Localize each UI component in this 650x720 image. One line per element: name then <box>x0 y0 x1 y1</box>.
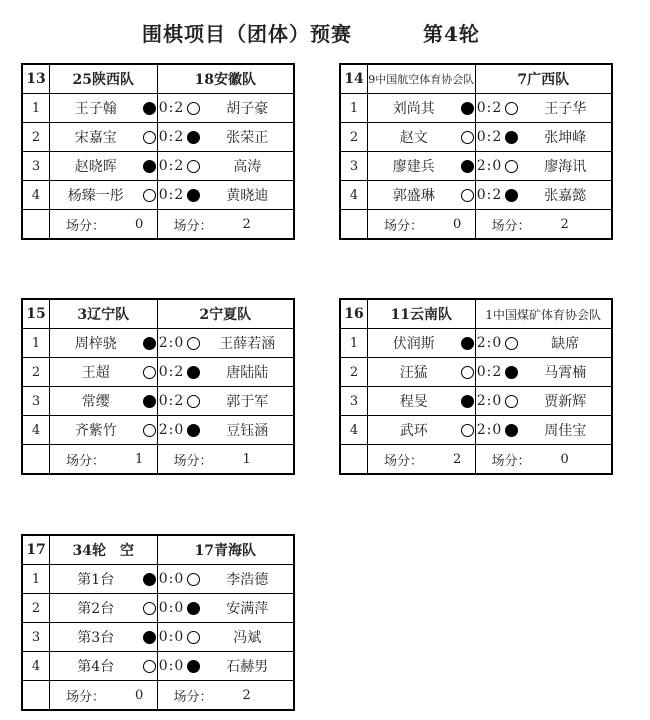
stone-b-icon <box>186 565 202 594</box>
player-b: 豆钰涵 <box>202 416 294 445</box>
white-stone-icon <box>143 660 156 673</box>
board-score: 0:2 <box>158 358 186 387</box>
match-table-13 <box>21 63 295 240</box>
white-stone-icon <box>505 337 518 350</box>
white-stone-icon <box>505 395 518 408</box>
team-a-points <box>368 445 476 474</box>
team-a-name: 3辽宁队 <box>50 300 158 329</box>
white-stone-icon <box>505 160 518 173</box>
board-score: 0:2 <box>158 94 186 123</box>
board-score: 2:0 <box>476 152 504 181</box>
match-number: 15 <box>23 300 50 329</box>
player-a: 第3台 <box>50 623 142 652</box>
player-a: 汪猛 <box>368 358 460 387</box>
player-a: 杨臻一彤 <box>50 181 142 210</box>
board-index: 2 <box>341 358 368 387</box>
white-stone-icon <box>187 395 200 408</box>
stone-a-icon <box>142 594 158 623</box>
stone-b-icon <box>504 416 520 445</box>
player-a: 武环 <box>368 416 460 445</box>
team-b-points <box>158 681 294 710</box>
black-stone-icon <box>461 102 474 115</box>
match-number: 14 <box>341 65 368 94</box>
points-value: 2 <box>453 452 462 467</box>
white-stone-icon <box>143 602 156 615</box>
team-b-points <box>158 445 294 474</box>
black-stone-icon <box>187 366 200 379</box>
points-label: 场分： <box>491 454 531 469</box>
black-stone-icon <box>505 424 518 437</box>
player-b: 安满萍 <box>202 594 294 623</box>
board-index: 1 <box>341 329 368 358</box>
board-index: 4 <box>23 416 50 445</box>
stone-a-icon <box>460 358 476 387</box>
board-index: 2 <box>23 594 50 623</box>
player-b: 缺席 <box>520 329 612 358</box>
stone-a-icon <box>142 387 158 416</box>
stone-b-icon <box>186 594 202 623</box>
player-a: 齐紫竹 <box>50 416 142 445</box>
stone-a-icon <box>460 123 476 152</box>
black-stone-icon <box>505 189 518 202</box>
team-b-points <box>158 210 294 239</box>
board-score: 0:2 <box>158 181 186 210</box>
team-b-name: 2宁夏队 <box>158 300 294 329</box>
team-b-name: 18安徽队 <box>158 65 294 94</box>
stone-b-icon <box>186 652 202 681</box>
points-label: 场分： <box>491 219 531 234</box>
black-stone-icon <box>187 189 200 202</box>
black-stone-icon <box>505 131 518 144</box>
player-a: 常缨 <box>50 387 142 416</box>
stone-b-icon <box>504 329 520 358</box>
player-b: 高涛 <box>202 152 294 181</box>
empty-cell <box>23 210 50 239</box>
board-score: 0:2 <box>476 181 504 210</box>
player-a: 刘尚其 <box>368 94 460 123</box>
white-stone-icon <box>461 424 474 437</box>
board-index: 3 <box>23 623 50 652</box>
board-index: 3 <box>23 387 50 416</box>
team-a-points <box>50 681 158 710</box>
white-stone-icon <box>187 573 200 586</box>
stone-a-icon <box>460 387 476 416</box>
player-b: 黄晓迪 <box>202 181 294 210</box>
stone-b-icon <box>504 123 520 152</box>
team-a-points <box>50 210 158 239</box>
board-score: 0:2 <box>476 94 504 123</box>
board-index: 3 <box>23 152 50 181</box>
points-label: 场分： <box>173 219 213 234</box>
match-number: 17 <box>23 536 50 565</box>
points-value: 0 <box>135 688 144 703</box>
player-a: 赵文 <box>368 123 460 152</box>
player-b: 郭于军 <box>202 387 294 416</box>
board-index: 4 <box>341 416 368 445</box>
empty-cell <box>23 681 50 710</box>
black-stone-icon <box>461 160 474 173</box>
stone-a-icon <box>142 123 158 152</box>
points-value: 1 <box>135 452 144 467</box>
player-a: 廖建兵 <box>368 152 460 181</box>
player-b: 周佳宝 <box>520 416 612 445</box>
stone-a-icon <box>142 652 158 681</box>
board-score: 0:0 <box>158 623 186 652</box>
player-b: 石赫男 <box>202 652 294 681</box>
white-stone-icon <box>143 424 156 437</box>
team-a-name: 25陕西队 <box>50 65 158 94</box>
match-table-16 <box>339 298 613 475</box>
white-stone-icon <box>461 189 474 202</box>
team-b-points <box>476 210 612 239</box>
stone-a-icon <box>142 358 158 387</box>
board-score: 2:0 <box>476 416 504 445</box>
white-stone-icon <box>187 631 200 644</box>
match-number: 13 <box>23 65 50 94</box>
stone-b-icon <box>186 181 202 210</box>
player-a: 第1台 <box>50 565 142 594</box>
white-stone-icon <box>143 366 156 379</box>
stone-b-icon <box>186 387 202 416</box>
team-a-points <box>50 445 158 474</box>
points-label: 场分： <box>173 690 213 705</box>
board-score: 2:0 <box>476 387 504 416</box>
board-score: 0:2 <box>158 123 186 152</box>
black-stone-icon <box>143 573 156 586</box>
stone-b-icon <box>504 152 520 181</box>
white-stone-icon <box>187 337 200 350</box>
player-a: 郭盛琳 <box>368 181 460 210</box>
board-index: 2 <box>23 358 50 387</box>
team-a-points <box>368 210 476 239</box>
round-label: 第4轮 <box>423 22 480 46</box>
black-stone-icon <box>143 102 156 115</box>
stone-a-icon <box>142 623 158 652</box>
white-stone-icon <box>143 189 156 202</box>
points-label: 场分： <box>66 219 106 234</box>
team-b-points <box>476 445 612 474</box>
white-stone-icon <box>187 160 200 173</box>
board-index: 1 <box>23 94 50 123</box>
stone-b-icon <box>186 329 202 358</box>
stone-b-icon <box>186 152 202 181</box>
stone-b-icon <box>186 94 202 123</box>
board-index: 4 <box>23 652 50 681</box>
stone-a-icon <box>460 181 476 210</box>
player-b: 胡子豪 <box>202 94 294 123</box>
page-header <box>0 18 650 46</box>
points-value: 0 <box>453 217 462 232</box>
player-a: 周梓骁 <box>50 329 142 358</box>
stone-b-icon <box>504 181 520 210</box>
black-stone-icon <box>461 395 474 408</box>
stone-b-icon <box>186 123 202 152</box>
player-a: 宋嘉宝 <box>50 123 142 152</box>
empty-cell <box>23 445 50 474</box>
points-value: 2 <box>242 688 251 703</box>
white-stone-icon <box>505 102 518 115</box>
board-index: 4 <box>341 181 368 210</box>
player-b: 王子华 <box>520 94 612 123</box>
player-b: 张嘉懿 <box>520 181 612 210</box>
black-stone-icon <box>143 631 156 644</box>
match-table-14 <box>339 63 613 240</box>
stone-a-icon <box>460 94 476 123</box>
board-score: 0:0 <box>158 652 186 681</box>
points-label: 场分： <box>66 454 106 469</box>
board-index: 4 <box>23 181 50 210</box>
player-a: 王子翰 <box>50 94 142 123</box>
stone-b-icon <box>186 416 202 445</box>
points-label: 场分： <box>384 454 424 469</box>
board-index: 1 <box>23 565 50 594</box>
match-number: 16 <box>341 300 368 329</box>
white-stone-icon <box>187 102 200 115</box>
board-score: 2:0 <box>158 329 186 358</box>
board-score: 0:0 <box>158 594 186 623</box>
board-score: 2:0 <box>476 329 504 358</box>
white-stone-icon <box>143 131 156 144</box>
stone-a-icon <box>142 152 158 181</box>
board-index: 3 <box>341 387 368 416</box>
empty-cell <box>341 210 368 239</box>
board-index: 1 <box>341 94 368 123</box>
team-a-name: 11云南队 <box>368 300 476 329</box>
stone-a-icon <box>142 329 158 358</box>
black-stone-icon <box>143 160 156 173</box>
white-stone-icon <box>461 366 474 379</box>
player-b: 马霄楠 <box>520 358 612 387</box>
board-score: 0:2 <box>476 358 504 387</box>
player-b: 唐陆陆 <box>202 358 294 387</box>
board-index: 2 <box>23 123 50 152</box>
points-value: 0 <box>135 217 144 232</box>
points-value: 0 <box>560 452 569 467</box>
player-b: 李浩德 <box>202 565 294 594</box>
board-score: 0:0 <box>158 565 186 594</box>
board-score: 2:0 <box>158 416 186 445</box>
board-score: 0:2 <box>158 387 186 416</box>
stone-b-icon <box>186 358 202 387</box>
player-a: 赵晓晖 <box>50 152 142 181</box>
stone-b-icon <box>504 387 520 416</box>
stone-a-icon <box>142 181 158 210</box>
team-a-name: 34轮 空 <box>50 536 158 565</box>
board-index: 2 <box>341 123 368 152</box>
board-score: 0:2 <box>476 123 504 152</box>
points-label: 场分： <box>384 219 424 234</box>
player-b: 张坤峰 <box>520 123 612 152</box>
points-label: 场分： <box>66 690 106 705</box>
black-stone-icon <box>187 131 200 144</box>
stone-a-icon <box>460 329 476 358</box>
stone-a-icon <box>142 94 158 123</box>
team-a-name: 9中国航空体育协会队 <box>368 65 476 94</box>
page-title: 围棋项目（团体）预赛 <box>142 22 352 46</box>
stone-b-icon <box>504 358 520 387</box>
points-value: 1 <box>242 452 251 467</box>
stone-a-icon <box>142 416 158 445</box>
player-a: 第4台 <box>50 652 142 681</box>
player-b: 贾新辉 <box>520 387 612 416</box>
player-a: 第2台 <box>50 594 142 623</box>
stone-a-icon <box>142 565 158 594</box>
points-value: 2 <box>560 217 569 232</box>
board-index: 1 <box>23 329 50 358</box>
black-stone-icon <box>187 602 200 615</box>
black-stone-icon <box>143 337 156 350</box>
points-label: 场分： <box>173 454 213 469</box>
board-index: 3 <box>341 152 368 181</box>
black-stone-icon <box>143 395 156 408</box>
match-table-17 <box>21 534 295 711</box>
black-stone-icon <box>505 366 518 379</box>
player-b: 廖海讯 <box>520 152 612 181</box>
match-table-15 <box>21 298 295 475</box>
team-b-name: 7广西队 <box>476 65 612 94</box>
player-b: 王薛若涵 <box>202 329 294 358</box>
black-stone-icon <box>187 660 200 673</box>
team-b-name: 17青海队 <box>158 536 294 565</box>
player-a: 程旻 <box>368 387 460 416</box>
player-b: 张荣正 <box>202 123 294 152</box>
black-stone-icon <box>187 424 200 437</box>
player-b: 冯斌 <box>202 623 294 652</box>
empty-cell <box>341 445 368 474</box>
stone-a-icon <box>460 416 476 445</box>
team-b-name: 1中国煤矿体育协会队 <box>476 300 612 329</box>
black-stone-icon <box>461 337 474 350</box>
player-a: 伏润斯 <box>368 329 460 358</box>
stone-b-icon <box>504 94 520 123</box>
stone-a-icon <box>460 152 476 181</box>
white-stone-icon <box>461 131 474 144</box>
player-a: 王超 <box>50 358 142 387</box>
stone-b-icon <box>186 623 202 652</box>
points-value: 2 <box>242 217 251 232</box>
board-score: 0:2 <box>158 152 186 181</box>
